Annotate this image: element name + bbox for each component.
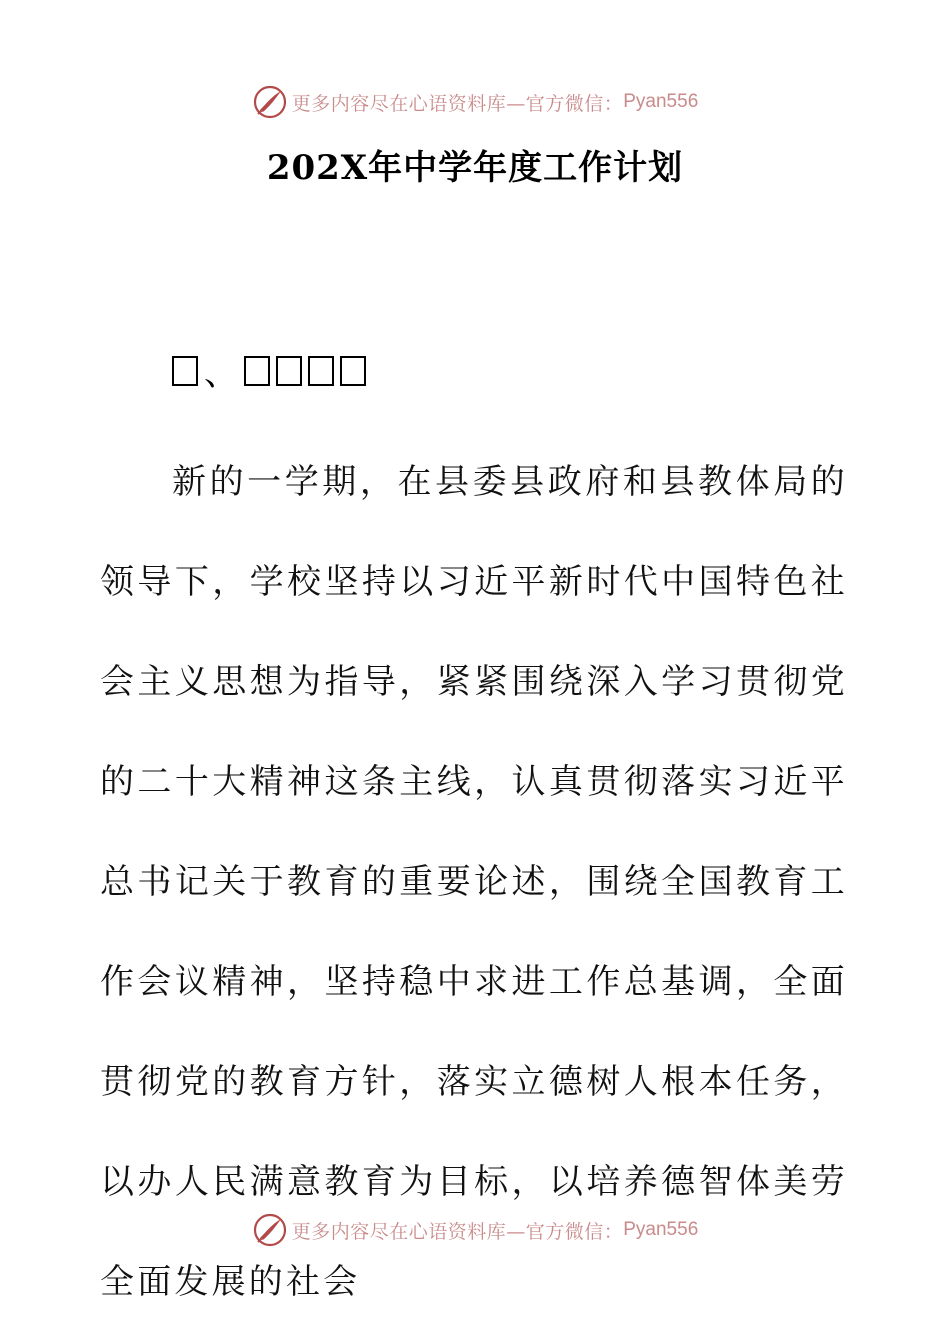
watermark-wechat-id: Pyan556 — [623, 1219, 699, 1240]
heading-separator: 、 — [204, 354, 238, 394]
missing-glyph-box — [308, 356, 334, 386]
watermark-header — [0, 82, 950, 122]
section-heading — [172, 346, 372, 395]
missing-glyph-box — [244, 356, 270, 386]
quill-logo-icon — [252, 84, 288, 120]
watermark-wechat-id: Pyan556 — [623, 91, 699, 112]
watermark-text: 更多内容尽在心语资料库—官方微信： — [291, 1220, 624, 1243]
missing-glyph-box — [172, 356, 198, 386]
document-title: 202X年中学年度工作计划 — [266, 148, 684, 188]
body-paragraph: 新的一学期，在县委县政府和县教体局的领导下，学校坚持以习近平新时代中国特色社会主义思想为指导，紧紧围绕深入学习贯彻党的二十大精神这条主线，认真贯彻落实习近平总书记关于教育的重要论述，围绕全国教育工作会议精神，坚持稳中求进工作总基调，全面贯彻党的教育方针，落实立德树人根本任务，以办人民满意教育为目标，以培养德智体美劳全面发展的社会 — [100, 462, 848, 1302]
watermark-text: 更多内容尽在心语资料库—官方微信： — [291, 92, 624, 115]
watermark-footer — [0, 1210, 950, 1250]
missing-glyph-box — [340, 356, 366, 386]
quill-logo-icon — [252, 1212, 288, 1248]
missing-glyph-box — [276, 356, 302, 386]
